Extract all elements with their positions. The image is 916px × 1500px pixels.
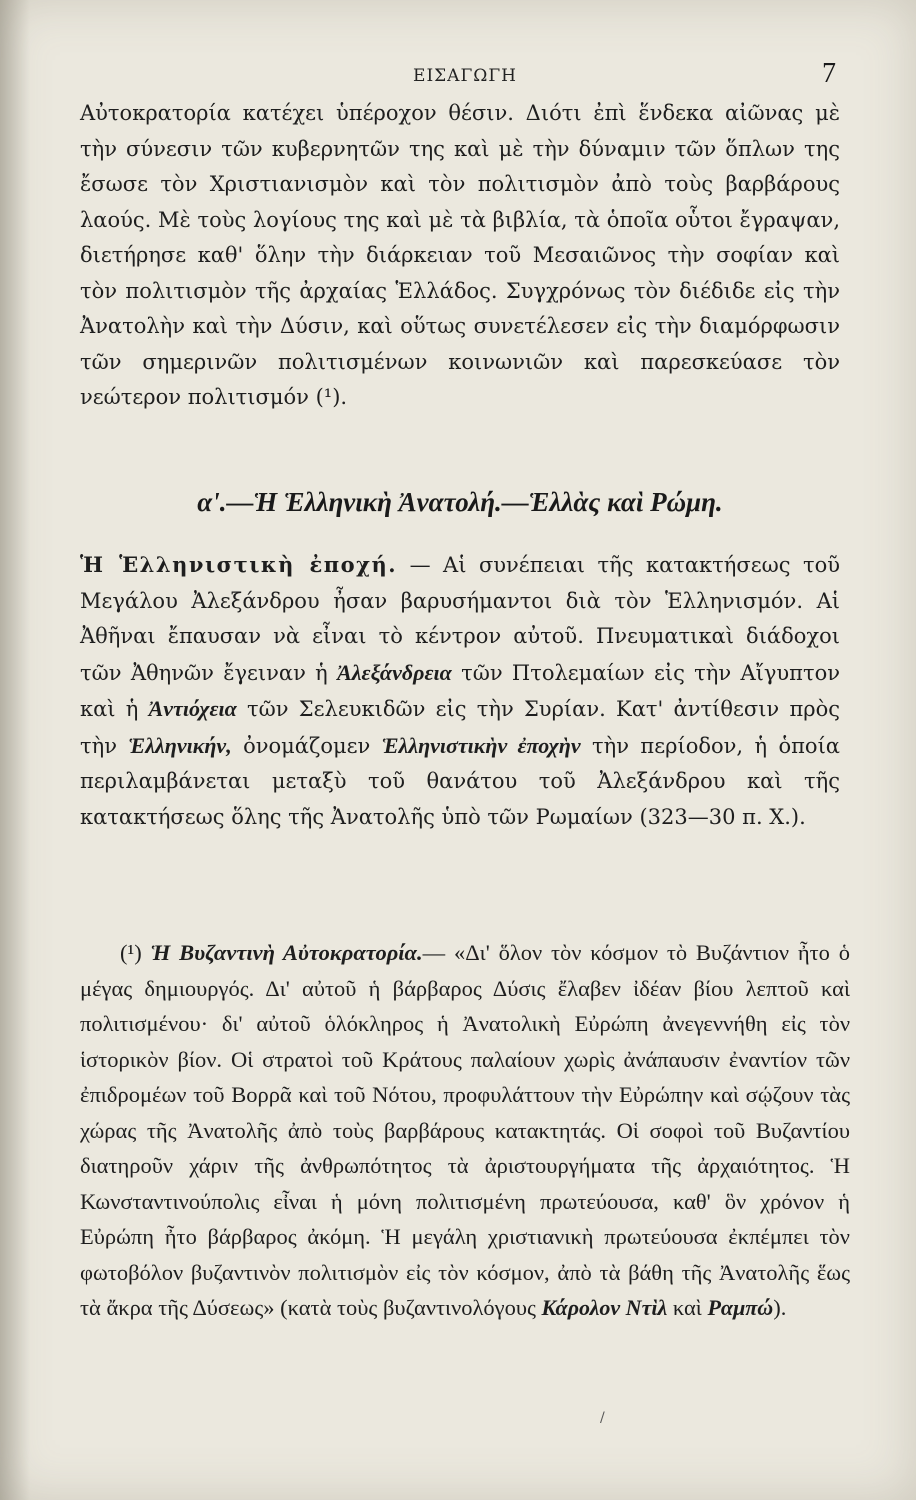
footnote-connector: καὶ — [667, 1295, 708, 1320]
section-text-1: — Αἱ συνέπειαι τῆς κατακτήσεως τοῦ Μεγάλου Ἀλεξάνδρου ἦσαν βαρυσήμαντοι διὰ τὸν Ἑλληνισμόν. Αἱ Ἀθῆναι ἔπαυσαν νὰ εἶναι τὸ κέντρον αὐτοῦ. Πνευματικαὶ διάδοχοι τῶν Ἀθηνῶν ἔγειναν ἡ — [80, 553, 840, 685]
section-text-3: τῶν Σελευκιδῶν εἰς τὴν Συρίαν. Κατ' ἀντίθεσιν πρὸς τὴν — [80, 697, 840, 758]
footnote-body: — «Δι' ὅλον τὸν κόσμον τὸ Βυζάντιον ἦτο ὁ μέγας δημιουργός. Δι' αὐτοῦ ἡ βάρβαρος Δύσις ἔλαβεν ἰδέαν βίου λεπτοῦ καὶ πολιτισμένου· δι' αὐτοῦ ὁλόκληρος ἡ Ἀνατολικὴ Εὐρώπη ἀνεγεννήθη εἰς τὸν ἱστορικὸν βίον. Οἱ στρατοὶ τοῦ Κράτους παλαίουν χωρὶς ἀνάπαυσιν ἐναντίον τῶν ἐπιδρομέων τοῦ Βορρᾶ καὶ τοῦ Νότου, προφυλάττουν τὴν Εὐρώπην καὶ σῴζουν τὰς χώρας τῆς Ἀνατολῆς ἀπὸ τοὺς βαρβάρους κατακτητάς. Οἱ σοφοὶ τοῦ Βυζαντίου διατηροῦν χάριν τῆς ἀνθρωπότητος τὰ ἀριστουργήματα τῆς ἀρχαιότητος. Ἡ Κωνσταντινούπολις εἶναι ἡ μόνη πολιτισμένη πρωτεύουσα, καθ' ὃν χρόνον ἡ Εὐρώπη ἦτο βάρβαρος ἀκόμη. Ἡ μεγάλη χριστιανικὴ πρωτεύουσα ἐκπέμπει τὸν φωτοβόλον βυζαντινὸν πολιτισμὸν εἰς τὸν κόσμον, ἀπὸ τὰ βάθη τῆς Ἀνατολῆς ἕως τὰ ἄκρα τῆς Δύσεως» (κατὰ τοὺς βυζαντινολόγους — [80, 940, 851, 1320]
page-number: 7 — [822, 58, 836, 89]
footnote-title: Ἡ Βυζαντινὴ Αὐτοκρατορία. — [150, 940, 423, 965]
page-mark: / — [600, 1410, 605, 1426]
running-head: ΕΙΣΑΓΩΓΗ — [413, 66, 517, 86]
page-header — [80, 58, 850, 94]
section-body — [80, 547, 840, 835]
footnote-end: ). — [773, 1295, 787, 1320]
footnote-author-rambaud: Ραμπώ — [707, 1295, 774, 1320]
footnote-author-diehl: Κάρολον Ντὶλ — [541, 1295, 668, 1320]
emph-hellenic: Ἑλληνικήν, — [128, 732, 232, 758]
footnote-marker: (¹) — [120, 940, 151, 965]
section-title: α'.—Ἡ Ἑλληνικὴ Ἀνατολή.—Ἑλλὰς καὶ Ρώμη. — [197, 487, 723, 517]
intro-paragraph — [80, 96, 840, 416]
intro-text: Αὐτοκρατορία κατέχει ὑπέροχον θέσιν. Διότι ἐπὶ ἕνδεκα αἰῶνας μὲ τὴν σύνεσιν τῶν κυβερνητῶν της καὶ μὲ τὴν δύναμιν τῶν ὅπλων της ἔσωσε τὸν Χριστιανισμὸν καὶ τὸν πολιτισμὸν ἀπὸ τοὺς βαρβάρους λαούς. Μὲ τοὺς λογίους της καὶ μὲ τὰ βιβλία, τὰ ὁποῖα οὗτοι ἔγραψαν, διετήρησε καθ' ὅλην τὴν διάρκειαν τοῦ Μεσαιῶνος τὴν σοφίαν καὶ τὸν πολιτισμὸν τῆς ἀρχαίας Ἑλλάδος. Συγχρόνως τὸν διέδιδε εἰς τὴν Ἀνατολὴν καὶ τὴν Δύσιν, καὶ οὕτως συνετέλεσεν εἰς τὴν διαμόρφωσιν τῶν σημερινῶν πολιτισμένων κοινωνιῶν καὶ παρεσκεύασε τὸν νεώτερον πολιτισμόν (¹). — [80, 101, 840, 409]
emph-alexandria: Ἀλεξάνδρεια — [337, 659, 452, 685]
section-text-5: τὴν περίοδον, ἡ ὁποία περιλαμβάνεται μεταξὺ τοῦ θανάτου τοῦ Ἀλεξάνδρου καὶ τῆς κατακτήσεως ὅλης τῆς Ἀνατολῆς ὑπὸ τῶν Ρωμαίων (323—30 π. Χ.). — [80, 733, 840, 829]
footnote — [80, 935, 850, 1326]
emph-antioch: Ἀντιόχεια — [148, 696, 237, 721]
section-paragraph — [80, 547, 840, 835]
section-text-2: τῶν Πτολεμαίων εἰς τὴν Αἴγυπτον καὶ ἡ — [80, 660, 840, 721]
footnote-paragraph — [80, 935, 850, 1326]
emph-hellenistic-era: Ἑλληνιστικὴν ἐποχὴν — [381, 732, 581, 758]
runin-heading: Ἡ Ἑλληνιστικὴ ἐποχή. — [80, 552, 398, 577]
section-text-4: ὀνομάζομεν — [231, 733, 382, 758]
